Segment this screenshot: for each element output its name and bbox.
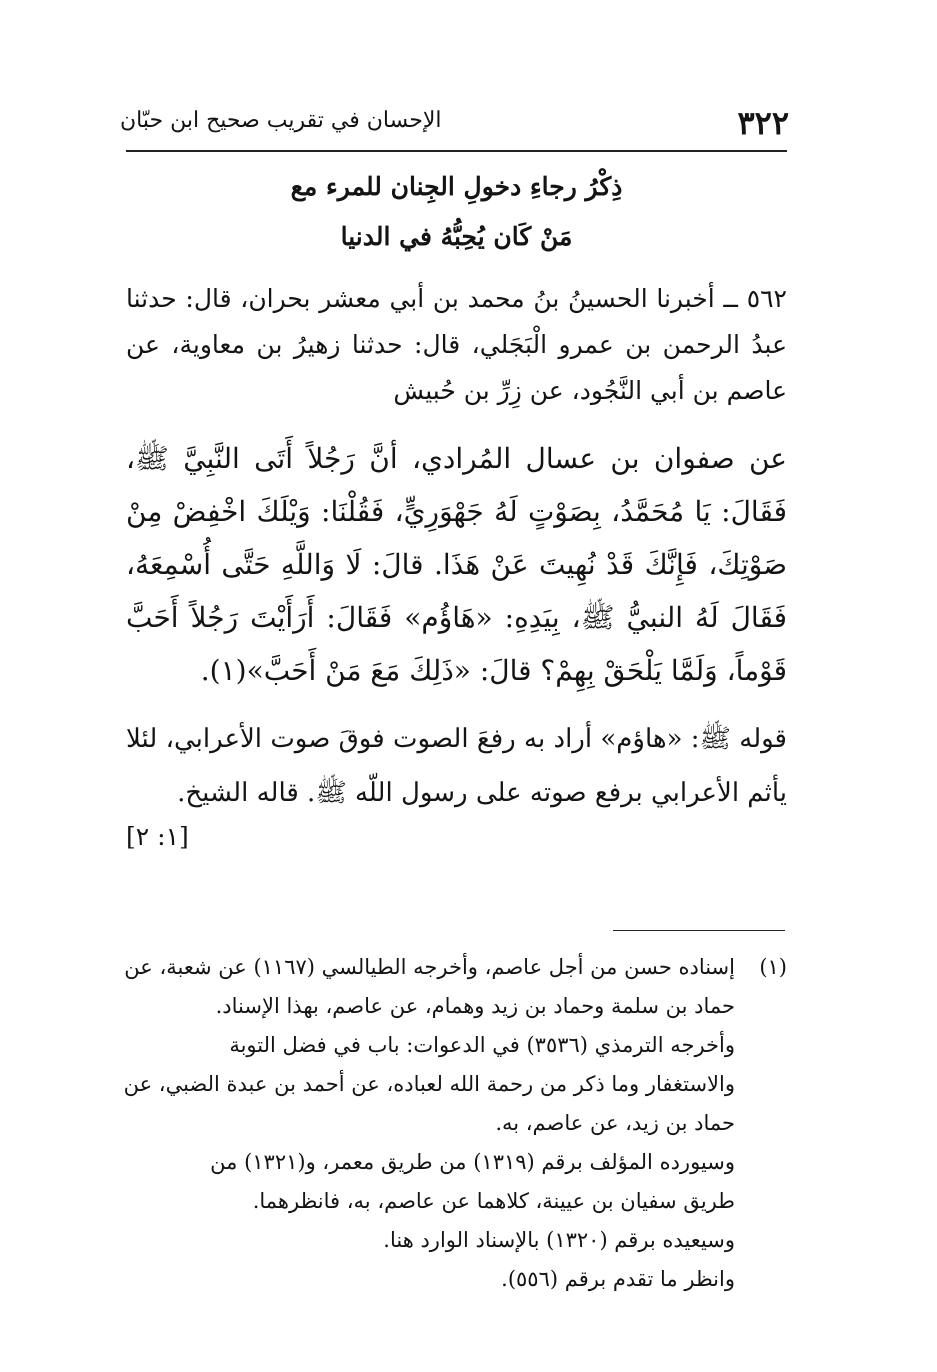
- footnote-line: وانظر ما تقدم برقم (٥٥٦).: [501, 1267, 735, 1291]
- footnote-line: طريق سفيان بن عيينة، كلاهما عن عاصم، به، فانظرهما.: [252, 1189, 735, 1213]
- header-rule: [126, 150, 787, 152]
- footnote-separator: [613, 930, 785, 931]
- footnote-line: حماد بن سلمة وحماد بن زيد وهمام، عن عاصم، بهذا الإسناد.: [215, 994, 735, 1018]
- footnote-line: وأخرجه الترمذي (٣٥٣٦) في الدعوات: باب في فضل التوبة: [229, 1033, 735, 1057]
- page-number: ٣٢٢: [737, 104, 789, 142]
- volume-reference: [١: ٢]: [126, 822, 189, 851]
- chapter-heading-line-1: ذِكْرُ رجاءِ دخولِ الجِنان للمرء مع: [290, 172, 623, 201]
- footnote-line: وسيعيده برقم (١٣٢٠) بالإسناد الوارد هنا.: [383, 1228, 735, 1252]
- footnotes: [110, 948, 787, 1299]
- running-header-title: الإحسان في تقريب صحيح ابن حبّان: [120, 108, 442, 133]
- footnote-number: (١): [759, 955, 787, 979]
- footnote-line: والاستغفار وما ذكر من رحمة الله لعباده، عن أحمد بن عبدة الضبي، عن: [123, 1072, 735, 1096]
- hadith-isnad: ٥٦٢ ــ أخبرنا الحسينُ بنُ محمد بن أبي معشر بحران، قال: حدثنا عبدُ الرحمن بن عمرو الْبَجَلي، قال: حدثنا زهيرُ بن معاوية، عن عاصم بن أبي النَّجُود، عن زِرِّ بن حُبيش: [126, 284, 787, 405]
- hadith-matn: عن صفوان بن عسال المُرادي، أنَّ رَجُلاً أَتَى النَّبِيَّ ﷺ، فَقَالَ: يَا مُحَمَّدُ، بِصَوْتٍ لَهُ جَهْوَرِيٍّ، فَقُلْنَا: وَيْلَكَ اخْفِضْ مِنْ صَوْتِكَ، فَإِنَّكَ قَدْ نُهِيتَ عَنْ هَذَا. قالَ: لَا وَاللَّهِ حَتَّى أُسْمِعَهُ، فَقَالَ لَهُ النبيُّ ﷺ، بِيَدِهِ: «هَاؤُم» فَقَالَ: أَرَأَيْتَ رَجُلاً أَحَبَّ قَوْماً، وَلَمَّا يَلْحَقْ بِهِمْ؟ قالَ: «ذَلِكَ مَعَ مَنْ أَحَبَّ»(١).: [126, 442, 787, 687]
- footnote-line: (١) إسناده حسن من أجل عاصم، وأخرجه الطيالسي (١١٦٧) عن شعبة، عن: [110, 948, 787, 987]
- footnote-line: وسيورده المؤلف برقم (١٣١٩) من طريق معمر، و(١٣٢١) من: [210, 1150, 735, 1174]
- footnote-line: حماد بن زيد، عن عاصم، به.: [495, 1111, 735, 1135]
- chapter-heading-line-2: مَنْ كَان يُحِبُّهُ في الدنيا: [340, 222, 573, 251]
- commentary-paragraph: قوله ﷺ: «هاؤم» أراد به رفعَ الصوت فوقَ صوت الأعرابي، لئلا يأثم الأعرابي برفع صوته على رسول اللّه ﷺ. قاله الشيخ.: [126, 724, 787, 808]
